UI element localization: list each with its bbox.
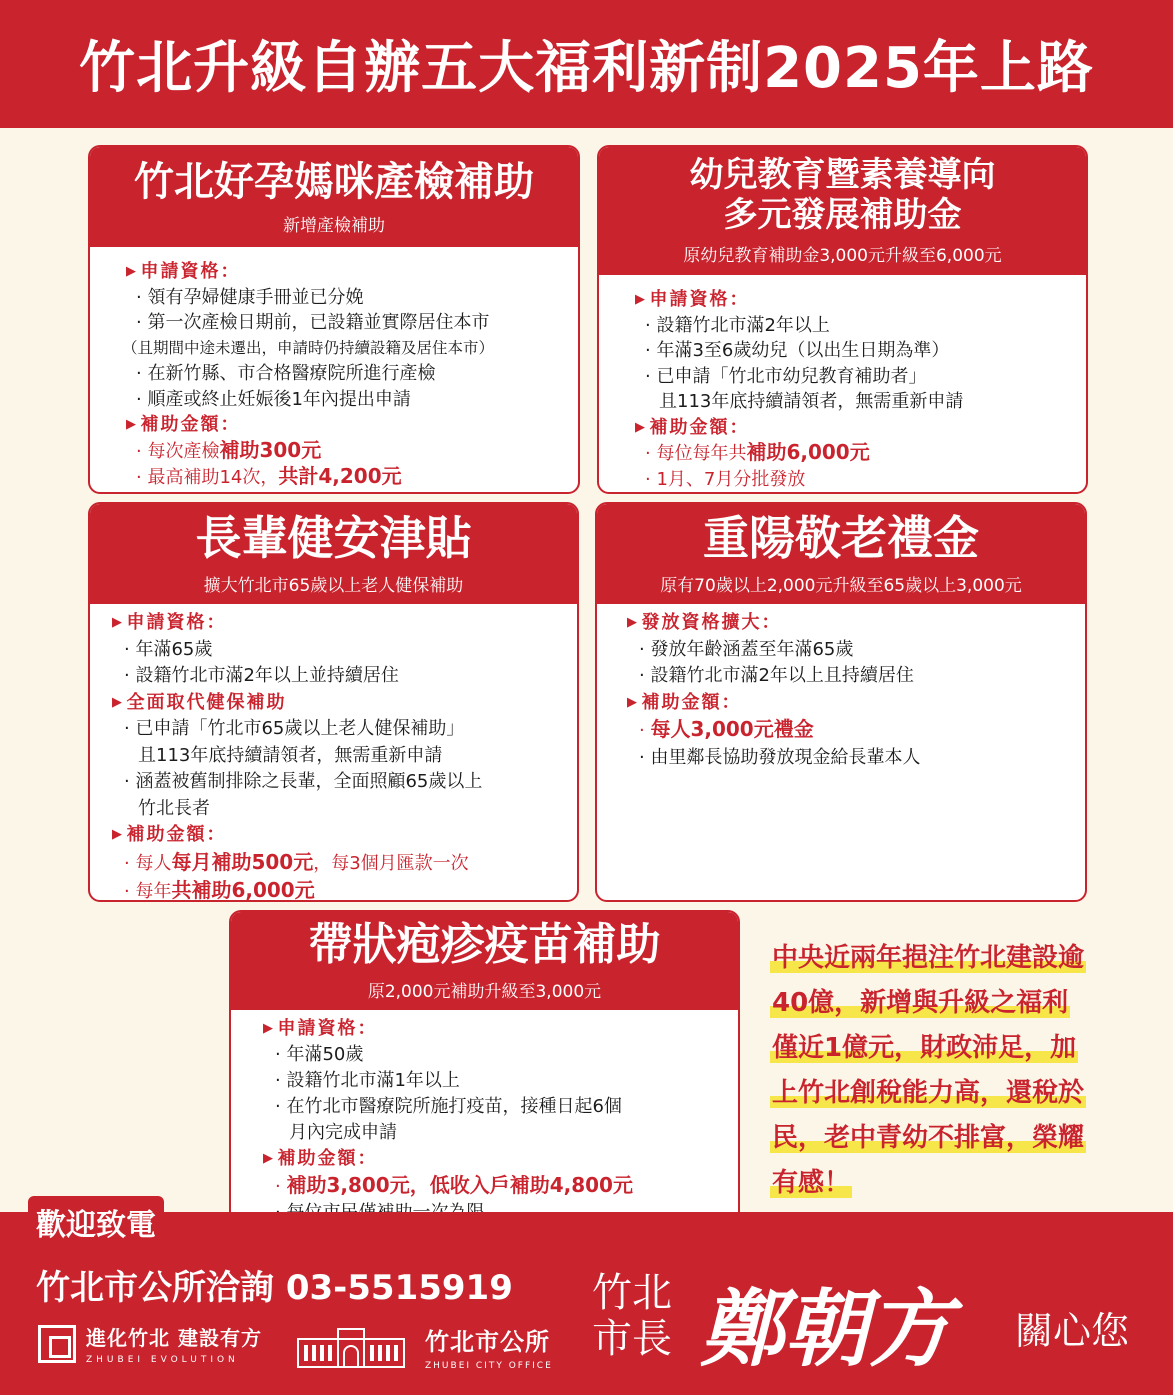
card-prenatal-subsidy: [88, 145, 580, 494]
note-line: 有感！: [772, 1168, 851, 1198]
note-line: 中央近兩年挹注竹北建設逾: [772, 943, 1085, 973]
note-line: 僅近1億元，財政沛足，加: [772, 1033, 1077, 1063]
footer-banner: [0, 1212, 1173, 1395]
mayor-label: 竹北 市長: [592, 1270, 672, 1362]
list-item: · 順產或終止妊娠後1年內提出申請: [136, 387, 578, 413]
card-header: [90, 147, 578, 247]
logo-english-text: ZHUBEI EVOLUTION: [86, 1355, 239, 1365]
list-item: · 設籍竹北市滿2年以上: [645, 313, 1086, 339]
section-amount: ▶ 補助金額：: [126, 412, 578, 438]
list-item-continued: 月內完成申請: [289, 1122, 397, 1143]
city-office-logo: [425, 1322, 553, 1371]
list-item: · 發放年齡涵蓋至年滿65歲: [639, 637, 1085, 664]
list-item: · 設籍竹北市滿1年以上: [275, 1068, 738, 1094]
card-title: 重陽敬老禮金: [703, 511, 979, 566]
amount-item: · 每年共補助6,000元: [124, 877, 577, 902]
list-item: · 年滿3至6歲幼兒（以出生日期為準）: [645, 338, 1086, 364]
city-hall-icon: [296, 1327, 406, 1369]
list-item-continued: 竹北長者: [138, 797, 210, 819]
card-shingles-vaccine: [229, 910, 740, 1226]
card-title-line2: 多元發展補助金: [723, 194, 962, 235]
list-item: · 已申請「竹北市幼兒教育補助者」: [645, 364, 1086, 390]
card-header: [599, 147, 1086, 275]
welcome-call-tag: 歡迎致電: [28, 1196, 164, 1248]
section-amount: ▶ 補助金額：: [627, 690, 1085, 717]
card-body: [599, 275, 1086, 492]
list-item: · 設籍竹北市滿2年以上並持續居住: [124, 663, 577, 690]
logo-text: 竹北市公所: [425, 1328, 550, 1356]
amount-item: · 1月、7月分批發放: [645, 467, 1086, 493]
card-education-subsidy: [597, 145, 1088, 494]
card-body: [597, 604, 1085, 771]
contact-phone: 竹北市公所洽詢 03-5515919: [36, 1268, 513, 1308]
section-amount: ▶ 補助金額：: [112, 822, 577, 849]
card-elder-health-allowance: [88, 502, 579, 902]
logo-english-text: ZHUBEI CITY OFFICE: [425, 1361, 553, 1371]
note-line: 40億，新增與升級之福利: [772, 988, 1069, 1018]
list-item: · 年滿50歲: [275, 1042, 738, 1068]
list-item: · 在新竹縣、市合格醫療院所進行產檢: [136, 361, 578, 387]
section-eligibility: ▶ 申請資格：: [126, 259, 578, 285]
list-item: · 在竹北市醫療院所施打疫苗，接種日起6個: [275, 1094, 738, 1120]
card-title: 帶狀疱疹疫苗補助: [308, 919, 661, 971]
card-body: [231, 1010, 738, 1226]
amount-item: · 每次產檢補助300元: [136, 438, 578, 465]
page-title: 竹北升級自辦五大福利新制2025年上路: [79, 36, 1094, 101]
title-banner: [0, 0, 1173, 128]
zhubei-evolution-logo: [38, 1322, 262, 1365]
mayor-greeting: 關心您: [1015, 1309, 1130, 1353]
logo-text: 進化竹北 建設有方: [86, 1326, 262, 1350]
card-subtitle: 新增產檢補助: [283, 215, 385, 236]
card-subtitle: 擴大竹北市65歲以上老人健保補助: [203, 575, 464, 596]
section-replace-health-subsidy: ▶ 全面取代健保補助: [112, 690, 577, 717]
section-amount: ▶ 補助金額：: [635, 415, 1086, 441]
list-note: （且期間中途未遷出，申請時仍持續設籍及居住本市）: [122, 338, 495, 357]
list-item: · 設籍竹北市滿2年以上且持續居住: [639, 663, 1085, 690]
amount-item: · 最高補助14次，共計4,200元: [136, 464, 578, 491]
amount-item: · 每位每年共補助6,000元: [645, 440, 1086, 467]
card-subtitle: 原有70歲以上2,000元升級至65歲以上3,000元: [660, 575, 1022, 596]
list-item: · 已申請「竹北市65歲以上老人健保補助」: [124, 716, 577, 743]
amount-item: · 由里鄰長協助發放現金給長輩本人: [639, 745, 1085, 772]
card-header: [231, 912, 738, 1010]
card-body: [90, 604, 577, 902]
amount-item: · 補助3,800元，低收入戶補助4,800元: [275, 1172, 738, 1200]
note-line: 上竹北創稅能力高，還稅於: [772, 1078, 1085, 1108]
card-chongyang-gift: [595, 502, 1087, 902]
section-eligibility: ▶ 申請資格：: [263, 1016, 738, 1042]
card-header: [597, 504, 1085, 604]
section-amount: ▶ 補助金額：: [263, 1146, 738, 1172]
section-eligibility: ▶ 申請資格：: [112, 610, 577, 637]
list-item-continued: 且113年底持續請領者，無需重新申請: [138, 744, 443, 766]
amount-item: · 每人每月補助500元，每3個月匯款一次: [124, 849, 577, 878]
section-eligibility: ▶ 發放資格擴大：: [627, 610, 1085, 637]
amount-item: · 每人3,000元禮金: [639, 716, 1085, 745]
list-item: · 年滿65歲: [124, 637, 577, 664]
card-title: 竹北好孕媽咪產檢補助: [134, 158, 534, 205]
logo-square-icon: [38, 1325, 76, 1363]
mayor-name: 鄭朝方: [700, 1280, 953, 1378]
card-title-line1: 幼兒教育暨素養導向: [689, 155, 996, 196]
list-item: · 涵蓋被舊制排除之長輩，全面照顧65歲以上: [124, 769, 577, 796]
note-line: 民，老中青幼不排富，榮耀: [772, 1123, 1085, 1153]
card-header: [90, 504, 577, 604]
list-item-continued: 且113年底持續請領者，無需重新申請: [659, 391, 964, 412]
section-eligibility: ▶ 申請資格：: [635, 287, 1086, 313]
list-item: · 第一次產檢日期前，已設籍並實際居住本市: [136, 310, 578, 336]
card-subtitle: 原2,000元補助升級至3,000元: [367, 981, 602, 1002]
card-subtitle: 原幼兒教育補助金3,000元升級至6,000元: [683, 245, 1002, 266]
card-title: 長輩健安津貼: [195, 511, 472, 566]
list-item: · 領有孕婦健康手冊並已分娩: [136, 285, 578, 311]
funding-note: [770, 936, 1140, 1206]
card-body: [90, 247, 578, 491]
